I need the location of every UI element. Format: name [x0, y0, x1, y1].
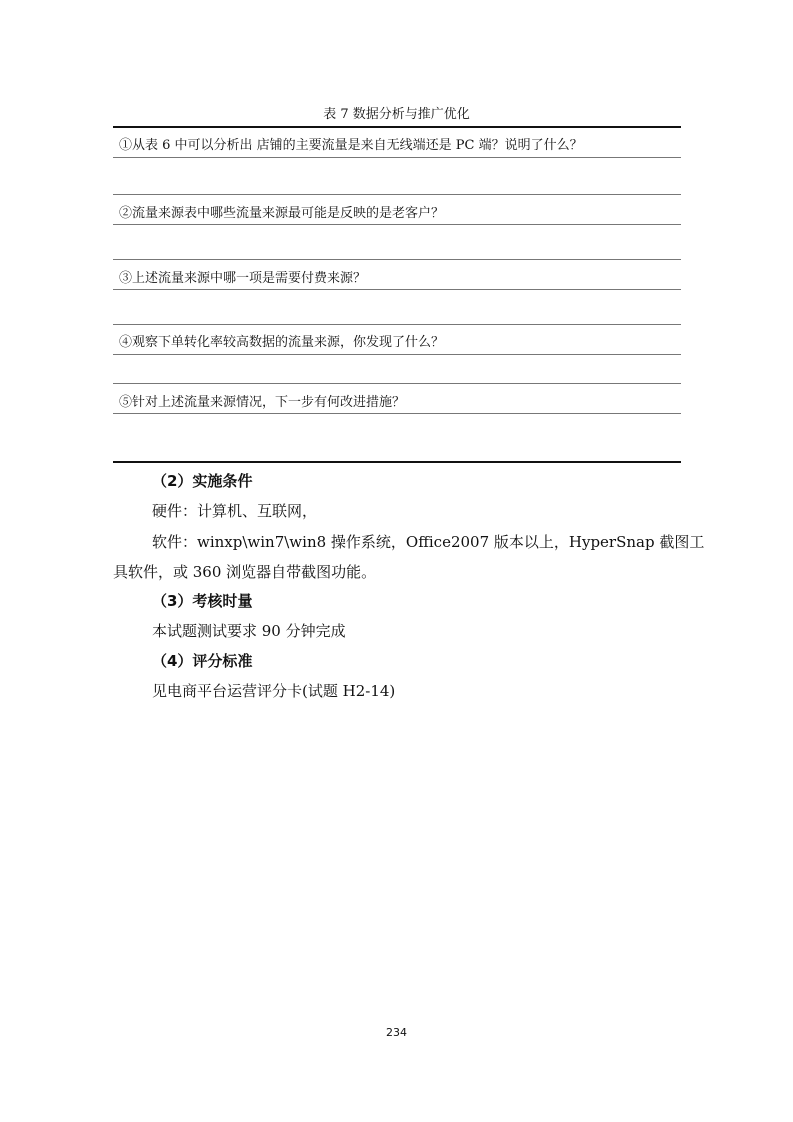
question-3: ③上述流量来源中哪一项是需要付费来源？: [119, 271, 367, 286]
time-heading: （3）考核时量: [152, 592, 253, 610]
scoring-text: 见电商平台运营评分卡(试题 H2-14): [152, 682, 396, 700]
question-5: ⑤针对上述流量来源情况，下一步有何改进措施？: [119, 395, 406, 410]
table-bottom-rule: [113, 461, 681, 463]
time-text: 本试题测试要求 90 分钟完成: [152, 622, 346, 640]
scoring-heading: （4）评分标准: [152, 652, 253, 670]
conditions-heading: （2）实施条件: [152, 472, 253, 490]
software-text-line1: 软件：winxp\win7\win8 操作系统，Office2007 版本以上，HyperSnap 截图工: [152, 533, 705, 551]
row-divider: [113, 354, 681, 355]
hardware-text: 硬件：计算机、互联网，: [152, 502, 318, 520]
row-divider: [113, 157, 681, 158]
answer-divider: [113, 324, 681, 325]
software-text-line2: 具软件，或 360 浏览器自带截图功能。: [113, 563, 377, 581]
answer-divider: [113, 194, 681, 195]
question-4: ④观察下单转化率较高数据的流量来源，你发现了什么？: [119, 335, 445, 350]
page-number: 234: [386, 1026, 407, 1039]
table-top-rule: [113, 126, 681, 128]
row-divider: [113, 289, 681, 290]
question-2: ②流量来源表中哪些流量来源最可能是反映的是老客户？: [119, 206, 445, 221]
row-divider: [113, 224, 681, 225]
question-1: ①从表 6 中可以分析出 店铺的主要流量是来自无线端还是 PC 端？说明了什么？: [119, 138, 583, 153]
row-divider: [113, 413, 681, 414]
answer-divider: [113, 383, 681, 384]
answer-divider: [113, 259, 681, 260]
table-caption: 表 7 数据分析与推广优化: [323, 107, 470, 122]
